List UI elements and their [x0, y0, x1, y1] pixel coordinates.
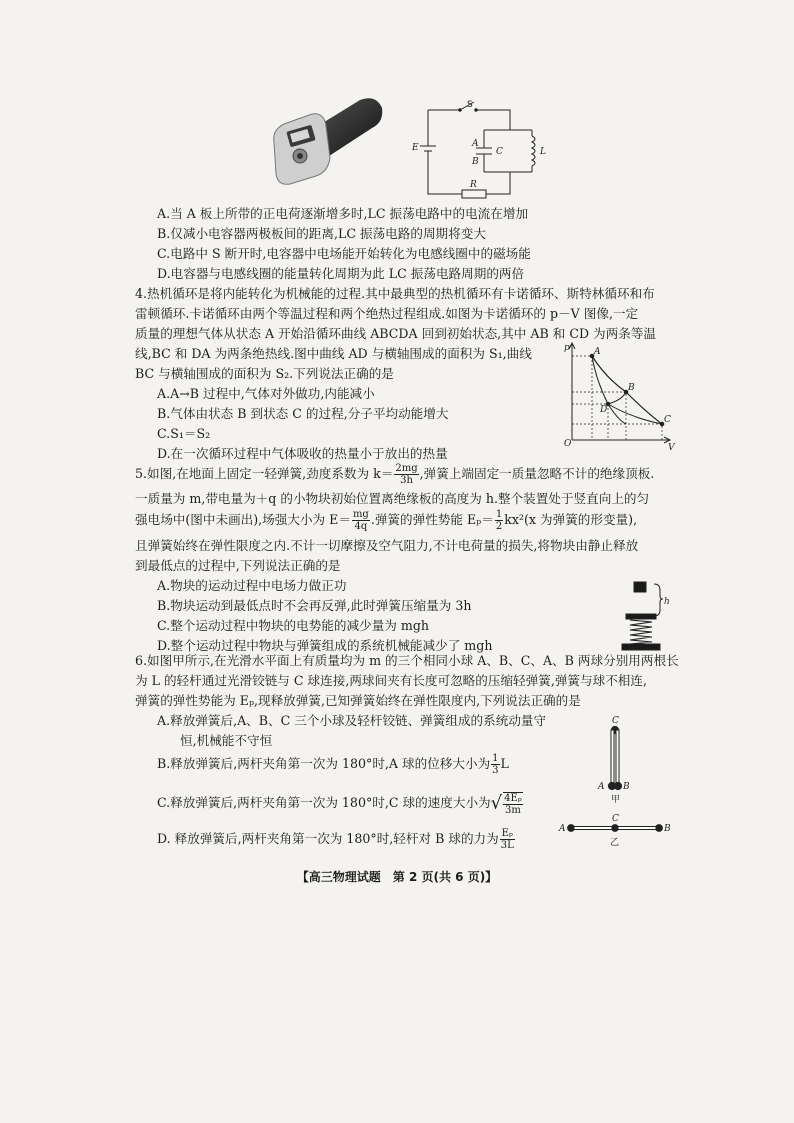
q6-option-d: D. 释放弹簧后,两杆夹角第一次为 180°时,轻杆对 B 球的力为 $\frac{\text{Eₚ}}{3L}$	[157, 828, 514, 851]
q5-option-a: A.物块的运动过程中电场力做正功	[157, 578, 347, 593]
spring-block-figure	[620, 580, 680, 652]
q5-option-d: D.整个运动过程中物块与弹簧组成的系统机械能减少了 mgh	[157, 638, 493, 653]
sqrt-sign: √	[490, 792, 503, 814]
three-ball-figure	[555, 718, 685, 848]
q4-stem-line: 雷顿循环.卡诺循环由两个等温过程和两个绝热过程组成.如图为卡诺循环的 p－V 图像,一定	[135, 306, 639, 321]
page-footer: 【高三物理试题 第 2 页(共 6 页)】	[296, 870, 498, 884]
q4-option-b: B.气体由状态 B 到状态 C 的过程,分子平均动能增大	[157, 406, 449, 421]
q3-option-d: D.电容器与电感线圈的能量转化周期为此 LC 振荡电路周期的两倍	[157, 266, 525, 281]
inductor-label: L	[540, 147, 546, 157]
switch-label: S	[467, 100, 473, 110]
capacitor-label: C	[496, 147, 503, 157]
q5-fraction-half: $\frac{1}{2}$	[495, 509, 503, 532]
ball-a-label-yi: A	[559, 824, 566, 834]
ball-a-label-jia: A	[598, 782, 605, 792]
q4-stem-line: 4.热机循环是将内能转化为机械能的过程.其中最典型的热机循环有卡诺循环、斯特林循环和布	[135, 286, 655, 301]
multimeter-photo	[268, 92, 390, 190]
q5-text: ,弹簧上端固定一质量忽略不计的绝缘顶板.	[419, 466, 655, 481]
q5-stem-line3: 强电场中(图中未画出),场强大小为 E＝ $\frac{mg}{4q}$ .弹簧的弹性势能 Eₚ＝ $\frac{1}{2}$ kx²(x 为弹簧的形变量),	[135, 509, 638, 532]
q5-fraction-k: $\frac{2mg}{3h}$	[395, 463, 418, 486]
q5-stem-line2: 一质量为 m,带电量为＋q 的小物块初始位置离绝缘板的高度为 h.整个装置处于竖直向上的匀	[135, 491, 650, 506]
q5-stem-line4: 且弹簧始终在弹性限度之内.不计一切摩擦及空气阻力,不计电荷量的损失,将物块由静止释放	[135, 538, 639, 553]
q4-stem-line: BC 与横轴围成的面积为 S₂.下列说法正确的是	[135, 366, 394, 381]
q6-stem-line: 6.如图甲所示,在光滑水平面上有质量均为 m 的三个相同小球 A、B、C、A、B 两球分别用两根长	[135, 653, 679, 668]
q5-text: 5.如图,在地面上固定一轻弹簧,劲度系数为 k＝	[135, 466, 394, 481]
q3-option-c: C.电路中 S 断开时,电容器中电场能开始转化为电感线圈中的磁场能	[157, 246, 531, 261]
q5-stem-line1	[135, 460, 654, 488]
lc-circuit-diagram	[410, 96, 550, 200]
point-d-label: D	[600, 405, 608, 415]
q5-option-c: C.整个运动过程中物块的电势能的减少量为 mgh	[157, 618, 429, 633]
battery-label: E	[412, 143, 419, 153]
q6-stem-line: 弹簧的弹性势能为 Eₚ,现释放弹簧,已知弹簧始终在弹性限度内,下列说法正确的是	[135, 693, 581, 708]
ball-b-label-yi: B	[664, 824, 671, 834]
figure-jia-label: 甲	[611, 795, 621, 805]
q6-fraction-force: $\frac{\text{Eₚ}}{3L}$	[500, 828, 514, 851]
q5-stem-line5: 到最低点的过程中,下列说法正确的是	[135, 558, 341, 573]
point-b-label: B	[628, 383, 635, 393]
axis-p-label: p	[564, 343, 570, 353]
q4-option-a: A.A→B 过程中,气体对外做功,内能减小	[157, 386, 375, 401]
q6-option-a-line2: 恒,机械能不守恒	[180, 733, 273, 748]
q4-option-d: D.在一次循环过程中气体吸收的热量小于放出的热量	[157, 446, 448, 461]
ball-b-label-jia: B	[623, 782, 630, 792]
q5-option-b: B.物块运动到最低点时不会再反弹,此时弹簧压缩量为 3h	[157, 598, 472, 613]
point-c-label: C	[664, 415, 671, 425]
carnot-pv-graph	[562, 340, 675, 453]
origin-label: O	[564, 439, 572, 449]
q3-option-b: B.仅减小电容器两极板间的距离,LC 振荡电路的周期将变大	[157, 226, 486, 241]
q6-stem-line: 为 L 的轻杆通过光滑铰链与 C 球连接,两球间夹有长度可忽略的压缩轻弹簧,弹簧与球不相连,	[135, 673, 647, 688]
ball-c-label-yi: C	[612, 814, 619, 824]
resistor-label: R	[470, 180, 477, 190]
plate-a-label: A	[472, 139, 479, 149]
q6-fraction-sqrt: $\frac{\text{4Eₚ}}{3m}$	[504, 792, 522, 816]
q5-fraction-e: $\frac{mg}{4q}$	[352, 509, 369, 532]
point-a-label: A	[594, 347, 601, 357]
ball-c-label-jia: C	[612, 716, 619, 726]
q4-stem-line: 线,BC 和 DA 为两条绝热线.图中曲线 AD 与横轴围成的面积为 S₁,曲线	[135, 346, 532, 361]
height-h-label: h	[664, 597, 670, 607]
q4-stem-line: 质量的理想气体从状态 A 开始沿循环曲线 ABCDA 回到初始状态,其中 AB 和 CD 为两条等温	[135, 326, 657, 341]
figure-yi-label: 乙	[610, 838, 620, 848]
q4-option-c: C.S₁＝S₂	[157, 426, 211, 441]
q6-fraction-third: $\frac{1}{3}$	[492, 753, 499, 776]
q3-option-a: A.当 A 板上所带的正电荷逐渐增多时,LC 振荡电路中的电流在增加	[157, 206, 529, 221]
q6-option-a-line1: A.释放弹簧后,A、B、C 三个小球及轻杆铰链、弹簧组成的系统动量守	[157, 713, 547, 728]
q6-option-b: B.释放弹簧后,两杆夹角第一次为 180°时,A 球的位移大小为 $\frac{1}{3}$ L	[157, 753, 509, 776]
plate-b-label: B	[472, 157, 479, 167]
q6-option-c: C.释放弹簧后,两杆夹角第一次为 180°时,C 球的速度大小为√ $\frac{\text{4Eₚ}}{3m}$	[157, 792, 522, 816]
axis-v-label: V	[668, 443, 675, 453]
